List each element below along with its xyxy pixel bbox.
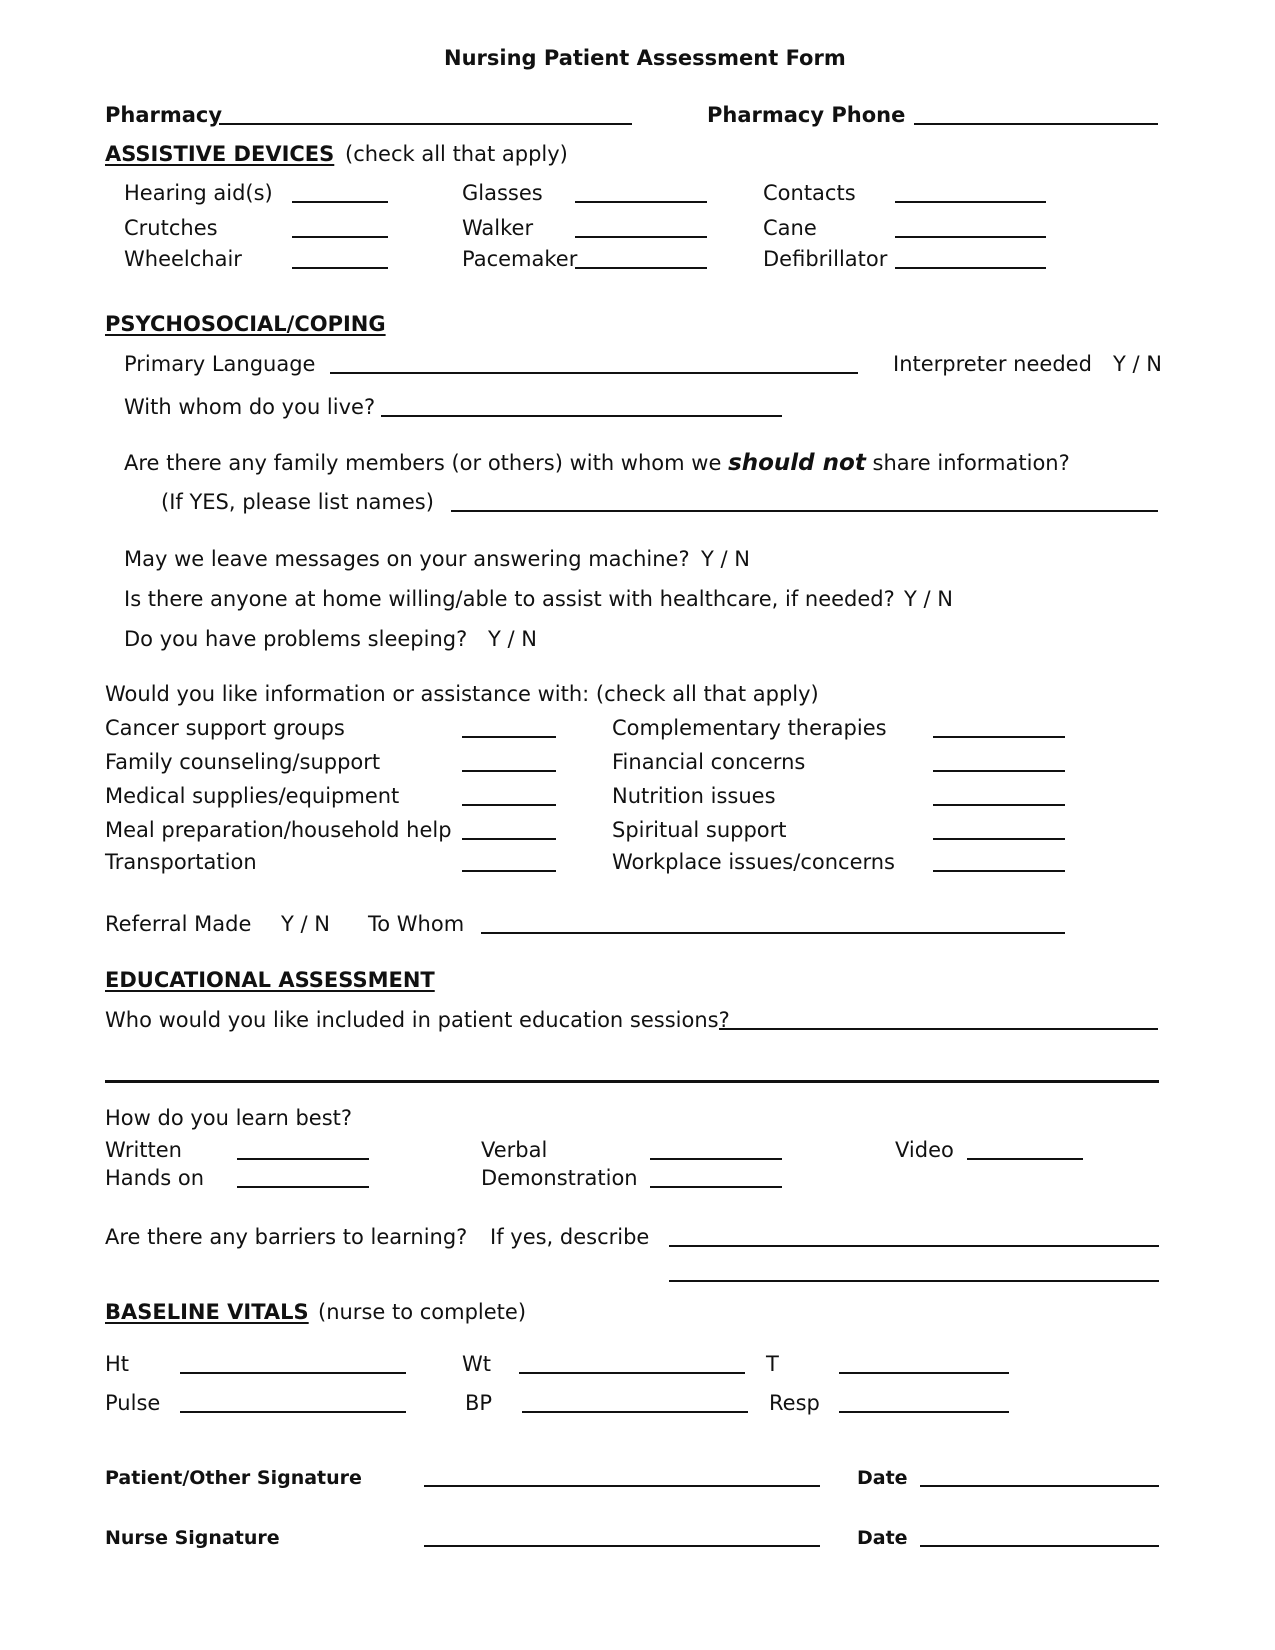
referral-yn[interactable]: Y / N <box>281 912 330 936</box>
info-check-field[interactable] <box>462 870 556 872</box>
interpreter-label: Interpreter needed <box>893 352 1092 376</box>
device-label: Glasses <box>462 181 543 205</box>
assist-question: Is there anyone at home willing/able to assist with healthcare, if needed? <box>124 587 895 611</box>
family-names-field[interactable] <box>451 510 1158 512</box>
family-question-pre: Are there any family members (or others) with whom we <box>124 451 722 475</box>
education-who-question: Who would you like included in patient education sessions? <box>105 1008 730 1032</box>
info-check-field[interactable] <box>462 736 556 738</box>
vital-label: Wt <box>462 1352 491 1376</box>
live-with-label: With whom do you live? <box>124 395 376 419</box>
info-item-label: Family counseling/support <box>105 750 381 774</box>
pharmacy-phone-field[interactable] <box>914 123 1158 125</box>
device-label: Contacts <box>763 181 856 205</box>
info-check-field[interactable] <box>933 770 1065 772</box>
family-question-emphasis: should not <box>728 450 866 476</box>
device-label: Walker <box>462 216 534 240</box>
nurse-date-field[interactable] <box>920 1545 1159 1547</box>
device-label: Wheelchair <box>124 247 242 271</box>
learn-method-field[interactable] <box>650 1158 782 1160</box>
barriers-field-continued[interactable] <box>669 1280 1159 1282</box>
patient-signature-label: Patient/Other Signature <box>105 1467 362 1489</box>
psychosocial-heading: PSYCHOSOCIAL/COPING <box>105 312 386 336</box>
assist-yn[interactable]: Y / N <box>904 587 953 611</box>
learn-best-question: How do you learn best? <box>105 1106 353 1130</box>
assistive-devices-note: (check all that apply) <box>345 142 568 166</box>
device-check-field[interactable] <box>292 267 388 269</box>
referral-label: Referral Made <box>105 912 252 936</box>
info-item-label: Financial concerns <box>612 750 806 774</box>
info-check-field[interactable] <box>933 838 1065 840</box>
device-check-field[interactable] <box>575 236 707 238</box>
device-check-field[interactable] <box>292 201 388 203</box>
messages-yn[interactable]: Y / N <box>701 547 750 571</box>
sleep-question: Do you have problems sleeping? <box>124 627 468 651</box>
patient-date-label: Date <box>857 1467 908 1489</box>
vital-field[interactable] <box>839 1372 1009 1374</box>
education-who-field[interactable] <box>719 1028 1158 1030</box>
device-check-field[interactable] <box>895 267 1046 269</box>
info-check-field[interactable] <box>462 804 556 806</box>
primary-language-label: Primary Language <box>124 352 316 376</box>
messages-question: May we leave messages on your answering machine? <box>124 547 690 571</box>
learn-method-label: Video <box>895 1138 954 1162</box>
info-check-field[interactable] <box>933 804 1065 806</box>
info-item-label: Nutrition issues <box>612 784 776 808</box>
learn-method-field[interactable] <box>237 1158 369 1160</box>
info-question: Would you like information or assistance with: (check all that apply) <box>105 682 819 706</box>
to-whom-label: To Whom <box>368 912 465 936</box>
device-check-field[interactable] <box>575 201 707 203</box>
device-label: Hearing aid(s) <box>124 181 273 205</box>
if-yes-list-label: (If YES, please list names) <box>161 490 434 514</box>
nurse-date-label: Date <box>857 1527 908 1549</box>
learn-method-label: Verbal <box>481 1138 548 1162</box>
family-question <box>124 452 1070 475</box>
nurse-signature-label: Nurse Signature <box>105 1527 280 1549</box>
family-question-post: share information? <box>872 451 1070 475</box>
vital-label: Pulse <box>105 1391 161 1415</box>
sleep-yn[interactable]: Y / N <box>488 627 537 651</box>
info-item-label: Complementary therapies <box>612 716 887 740</box>
to-whom-field[interactable] <box>481 932 1065 934</box>
barriers-question: Are there any barriers to learning? <box>105 1225 468 1249</box>
live-with-field[interactable] <box>381 415 782 417</box>
device-check-field[interactable] <box>895 201 1046 203</box>
pharmacy-field[interactable] <box>219 123 632 125</box>
patient-date-field[interactable] <box>920 1485 1159 1487</box>
vitals-note: (nurse to complete) <box>318 1300 527 1324</box>
info-check-field[interactable] <box>462 838 556 840</box>
interpreter-yn[interactable]: Y / N <box>1113 352 1162 376</box>
education-who-field-continued[interactable] <box>105 1080 1159 1083</box>
info-check-field[interactable] <box>462 770 556 772</box>
vital-label: T <box>766 1352 779 1376</box>
info-item-label: Meal preparation/household help <box>105 818 452 842</box>
device-check-field[interactable] <box>292 236 388 238</box>
device-label: Crutches <box>124 216 218 240</box>
page-title: Nursing Patient Assessment Form <box>444 46 846 70</box>
info-item-label: Workplace issues/concerns <box>612 850 895 874</box>
device-check-field[interactable] <box>575 267 707 269</box>
assistive-devices-heading: ASSISTIVE DEVICES <box>105 142 335 166</box>
info-item-label: Medical supplies/equipment <box>105 784 400 808</box>
info-check-field[interactable] <box>933 870 1065 872</box>
info-item-label: Transportation <box>105 850 257 874</box>
primary-language-field[interactable] <box>330 372 858 374</box>
learn-method-field[interactable] <box>237 1186 369 1188</box>
barriers-field[interactable] <box>669 1245 1159 1247</box>
learn-method-label: Written <box>105 1138 182 1162</box>
vital-field[interactable] <box>180 1411 406 1413</box>
learn-method-label: Hands on <box>105 1166 205 1190</box>
if-yes-describe-label: If yes, describe <box>490 1225 650 1249</box>
device-label: Pacemaker <box>462 247 578 271</box>
info-item-label: Spiritual support <box>612 818 787 842</box>
patient-signature-field[interactable] <box>424 1485 820 1487</box>
device-label: Cane <box>763 216 817 240</box>
vital-label: BP <box>465 1391 493 1415</box>
educational-heading: EDUCATIONAL ASSESSMENT <box>105 968 435 992</box>
nurse-signature-field[interactable] <box>424 1545 820 1547</box>
vital-label: Ht <box>105 1352 130 1376</box>
pharmacy-label: Pharmacy <box>105 103 223 127</box>
device-label: Defibrillator <box>763 247 888 271</box>
vital-label: Resp <box>769 1391 820 1415</box>
vitals-heading: BASELINE VITALS <box>105 1300 309 1324</box>
pharmacy-phone-label: Pharmacy Phone <box>707 103 906 127</box>
vital-field[interactable] <box>522 1411 748 1413</box>
learn-method-field[interactable] <box>650 1186 782 1188</box>
vital-field[interactable] <box>180 1372 406 1374</box>
vital-field[interactable] <box>839 1411 1009 1413</box>
learn-method-field[interactable] <box>967 1158 1083 1160</box>
info-item-label: Cancer support groups <box>105 716 345 740</box>
learn-method-label: Demonstration <box>481 1166 638 1190</box>
info-check-field[interactable] <box>933 736 1065 738</box>
vital-field[interactable] <box>519 1372 745 1374</box>
device-check-field[interactable] <box>895 236 1046 238</box>
